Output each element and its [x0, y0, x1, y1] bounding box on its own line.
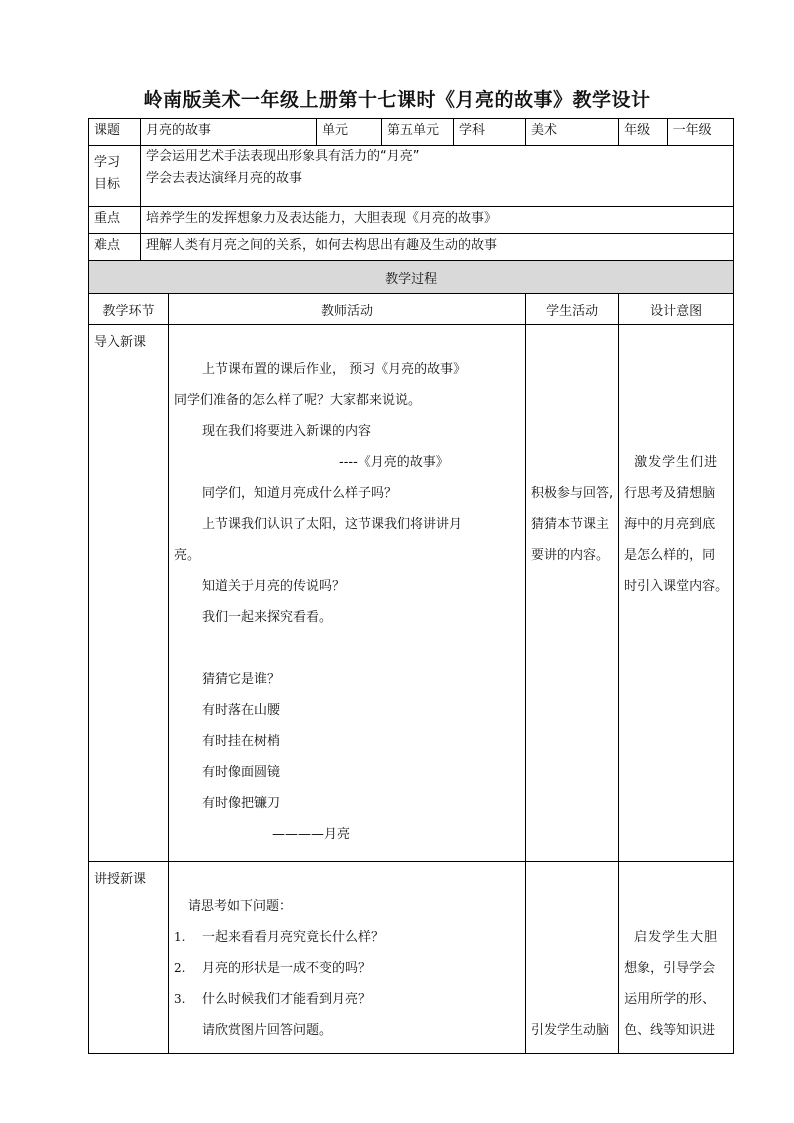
- subject-label: 学科: [454, 119, 526, 146]
- document-title: 岭南版美术一年级上册第十七课时《月亮的故事》教学设计: [143, 89, 651, 111]
- grade-label: 年级: [619, 119, 668, 146]
- unit-label: 单元: [317, 119, 382, 146]
- teacher-line: 同学们准备的怎么样了呢？大家都来说说。: [174, 393, 422, 408]
- intro-stage: 导入新课: [89, 325, 169, 862]
- question-item: 3. 什么时候我们才能看到月亮？: [174, 992, 372, 1007]
- objective-line: 学会去表达演绎月亮的故事: [146, 171, 303, 186]
- teacher-line: 亮。: [174, 548, 201, 563]
- key-point-label: 重点: [89, 207, 141, 234]
- lesson-teacher: [169, 862, 526, 1054]
- unit-value: 第五单元: [382, 119, 454, 146]
- grade-value: 一年级: [667, 119, 733, 146]
- teacher-line: 现在我们将要进入新课的内容: [202, 424, 372, 439]
- process-header: 教学过程: [89, 261, 734, 294]
- column-header-row: [89, 294, 734, 325]
- lesson-closing: 请欣赏图片回答问题。: [202, 1023, 333, 1038]
- difficulty-label: 难点: [89, 234, 141, 261]
- info-row: [89, 119, 734, 146]
- intent-line: 行思考及猜想脑: [624, 486, 716, 501]
- teacher-line: 有时像面圆镜: [202, 765, 281, 780]
- lesson-row: [89, 862, 734, 1054]
- objective-line: 学会运用艺术手法表现出形象具有活力的“月亮”: [146, 149, 420, 164]
- student-line: 积极参与回答,: [531, 486, 614, 501]
- student-line: 猜猜本节课主: [531, 517, 610, 532]
- teacher-line: ————月亮: [272, 827, 351, 842]
- question-list: [174, 922, 520, 1015]
- student-line: 引发学生动脑: [531, 1023, 610, 1038]
- difficulty-text: 理解人类有月亮之间的关系，如何去构思出有趣及生动的故事: [141, 234, 734, 261]
- question-item: 2. 月亮的形状是一成不变的吗？: [174, 961, 372, 976]
- col-teacher: 教师活动: [169, 294, 526, 325]
- student-line: 要讲的内容。: [531, 548, 610, 563]
- objectives-row: [89, 146, 734, 207]
- col-stage: 教学环节: [89, 294, 169, 325]
- intent-line: 色、线等知识进: [624, 1023, 716, 1038]
- teacher-line: 知道关于月亮的传说吗？: [202, 579, 346, 594]
- topic-label: 课题: [89, 119, 141, 146]
- difficulty-row: [89, 234, 734, 261]
- topic-value: 月亮的故事: [141, 119, 317, 146]
- lesson-intent: [619, 862, 734, 1054]
- teacher-line: 我们一起来探究看看。: [202, 610, 333, 625]
- col-student: 学生活动: [526, 294, 619, 325]
- teacher-line: ----《月亮的故事》: [339, 455, 449, 470]
- process-header-row: [89, 261, 734, 294]
- question-item: 1. 一起来看看月亮究竟长什么样？: [174, 930, 385, 945]
- key-point-row: [89, 207, 734, 234]
- intro-intent: [619, 325, 734, 862]
- intent-line: 时引入课堂内容。: [624, 579, 729, 594]
- intent-line: 是怎么样的，同: [624, 548, 716, 563]
- lesson-prompt: 请思考如下问题：: [188, 899, 293, 914]
- intent-line: 运用所学的形、: [624, 992, 716, 1007]
- subject-value: 美术: [526, 119, 619, 146]
- teacher-line: 有时挂在树梢: [202, 734, 281, 749]
- teacher-line: 有时像把镰刀: [202, 796, 281, 811]
- objectives-text: [141, 146, 734, 207]
- teacher-line: 上节课我们认识了太阳，这节课我们将讲讲月: [202, 517, 463, 532]
- col-intent: 设计意图: [619, 294, 734, 325]
- lesson-plan-table: [88, 118, 734, 1054]
- intent-line: 想象，引导学会: [624, 961, 716, 976]
- intro-student: [526, 325, 619, 862]
- lesson-stage: 讲授新课: [89, 862, 169, 1054]
- lesson-student: [526, 862, 619, 1054]
- key-point-text: 培养学生的发挥想象力及表达能力，大胆表现《月亮的故事》: [141, 207, 734, 234]
- teacher-line: 有时落在山腰: [202, 703, 281, 718]
- intent-line: 激发学生们进: [634, 455, 719, 470]
- teacher-line: 同学们，知道月亮成什么样子吗？: [202, 486, 398, 501]
- teacher-line: 猜猜它是谁？: [202, 672, 281, 687]
- intro-row: [89, 325, 734, 862]
- objectives-label: 学习 目标: [89, 146, 141, 207]
- intro-teacher: [169, 325, 526, 862]
- teacher-line: 上节课布置的课后作业， 预习《月亮的故事》: [202, 362, 467, 377]
- intent-line: 启发学生大胆: [634, 930, 719, 945]
- intent-line: 海中的月亮到底: [624, 517, 716, 532]
